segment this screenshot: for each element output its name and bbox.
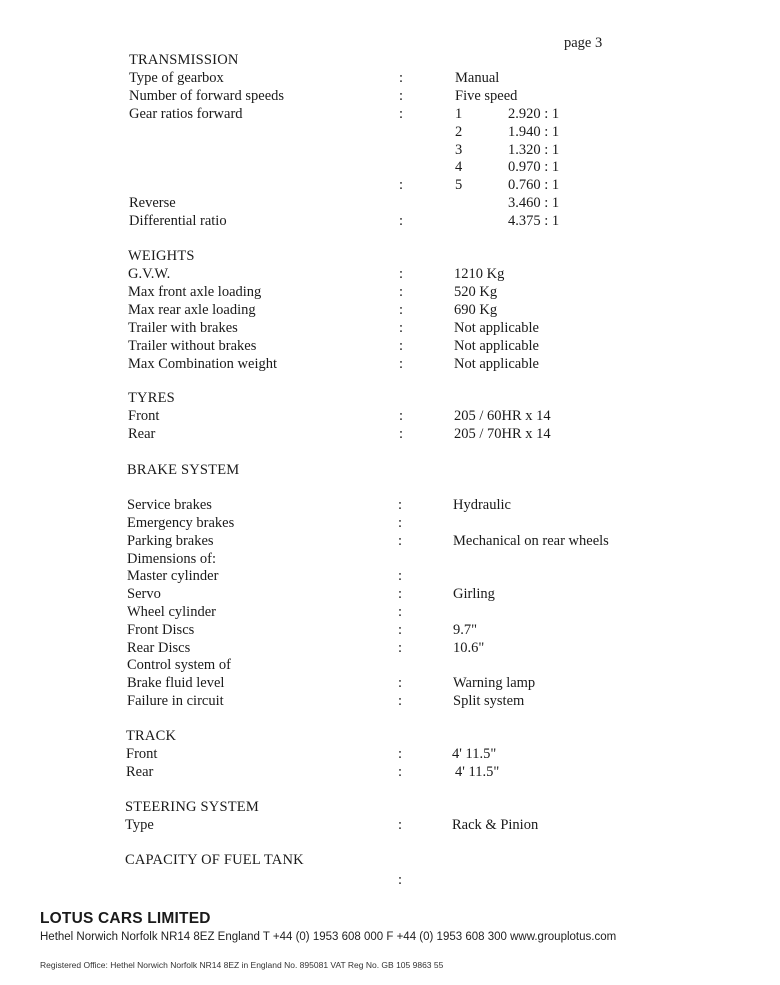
spec-colon: : xyxy=(399,426,404,442)
spec-colon: : xyxy=(398,764,403,780)
spec-label: Rear xyxy=(126,764,154,780)
spec-label: Front xyxy=(128,408,160,424)
spec-label: Reverse xyxy=(129,195,176,211)
spec-label: Parking brakes xyxy=(127,533,214,549)
spec-value: 690 Kg xyxy=(454,302,498,318)
spec-label: G.V.W. xyxy=(128,266,171,282)
spec-value: Girling xyxy=(453,586,495,602)
spec-label: Trailer without brakes xyxy=(128,338,257,354)
spec-label: Max rear axle loading xyxy=(128,302,256,318)
spec-colon: : xyxy=(398,515,403,531)
spec-label: Front Discs xyxy=(127,622,195,638)
spec-label: Number of forward speeds xyxy=(129,88,285,104)
spec-colon: : xyxy=(398,817,403,833)
spec-value: 4' 11.5" xyxy=(455,764,500,780)
spec-colon: : xyxy=(398,497,403,513)
company-address: Hethel Norwich Norfolk NR14 8EZ England T +44 (0) 1953 608 000 F +44 (0) 1953 608 300 www.grouplotus.com xyxy=(40,931,617,943)
spec-label: Max Combination weight xyxy=(128,356,278,372)
gear-ratio: 1.940 : 1 xyxy=(508,124,560,140)
spec-value: 10.6" xyxy=(453,640,485,656)
spec-value: Split system xyxy=(453,693,525,709)
section-heading: STEERING SYSTEM xyxy=(125,799,259,815)
section-heading: WEIGHTS xyxy=(128,248,195,264)
section-heading: TYRES xyxy=(128,390,175,406)
spec-colon: : xyxy=(399,70,404,86)
spec-value: 9.7" xyxy=(453,622,478,638)
spec-colon: : xyxy=(399,88,404,104)
spec-label: Type of gearbox xyxy=(129,70,224,86)
spec-label: Dimensions of: xyxy=(127,551,217,567)
spec-colon: : xyxy=(398,533,403,549)
spec-colon: : xyxy=(399,338,404,354)
section-heading: BRAKE SYSTEM xyxy=(127,462,240,478)
spec-colon: : xyxy=(399,106,404,122)
spec-colon: : xyxy=(399,266,404,282)
gear-number: 5 xyxy=(455,177,463,193)
gear-number: 3 xyxy=(455,142,463,158)
spec-colon: : xyxy=(398,675,403,691)
spec-colon: : xyxy=(398,622,403,638)
spec-label: Brake fluid level xyxy=(127,675,225,691)
section-heading: TRACK xyxy=(126,728,177,744)
spec-colon: : xyxy=(399,356,404,372)
spec-label: Emergency brakes xyxy=(127,515,235,531)
section-heading: CAPACITY OF FUEL TANK xyxy=(125,852,304,868)
spec-colon: : xyxy=(399,213,404,229)
section-heading: TRANSMISSION xyxy=(129,52,239,68)
spec-label: Wheel cylinder xyxy=(127,604,216,620)
gear-number: 2 xyxy=(455,124,463,140)
spec-value: Hydraulic xyxy=(453,497,511,513)
spec-value: 4' 11.5" xyxy=(452,746,497,762)
spec-colon: : xyxy=(398,586,403,602)
spec-colon: : xyxy=(398,604,403,620)
spec-colon: : xyxy=(399,302,404,318)
spec-colon: : xyxy=(399,408,404,424)
spec-label: Servo xyxy=(127,586,161,602)
gear-ratio: 1.320 : 1 xyxy=(508,142,560,158)
page-number: page 3 xyxy=(564,35,603,51)
spec-colon: : xyxy=(398,872,403,888)
spec-value: Mechanical on rear wheels xyxy=(453,533,609,549)
spec-colon: : xyxy=(399,320,404,336)
spec-label: Rear Discs xyxy=(127,640,191,656)
gear-number: 4 xyxy=(455,159,463,175)
spec-colon: : xyxy=(398,693,403,709)
gear-ratio: 0.760 : 1 xyxy=(508,177,560,193)
spec-value: Rack & Pinion xyxy=(452,817,539,833)
spec-value: 3.460 : 1 xyxy=(508,195,560,211)
registered-office: Registered Office: Hethel Norwich Norfolk NR14 8EZ in England No. 895081 VAT Reg No. GB 105 9863 55 xyxy=(40,960,444,970)
spec-label: Front xyxy=(126,746,158,762)
spec-value: 205 / 60HR x 14 xyxy=(454,408,551,424)
spec-value: Not applicable xyxy=(454,356,539,372)
spec-value: Manual xyxy=(455,70,500,86)
spec-colon: : xyxy=(398,568,403,584)
spec-label: Max front axle loading xyxy=(128,284,262,300)
spec-value: 4.375 : 1 xyxy=(508,213,560,229)
spec-value: Five speed xyxy=(455,88,518,104)
spec-label: Type xyxy=(125,817,154,833)
spec-label: Differential ratio xyxy=(129,213,227,229)
spec-label: Trailer with brakes xyxy=(128,320,238,336)
spec-label: Control system of xyxy=(127,657,231,673)
spec-label: Gear ratios forward xyxy=(129,106,243,122)
spec-value: 520 Kg xyxy=(454,284,498,300)
spec-colon: : xyxy=(398,640,403,656)
spec-value: 1210 Kg xyxy=(454,266,505,282)
spec-colon: : xyxy=(398,746,403,762)
spec-value: 205 / 70HR x 14 xyxy=(454,426,551,442)
spec-colon: : xyxy=(399,177,404,193)
company-name: LOTUS CARS LIMITED xyxy=(40,910,211,927)
spec-label: Service brakes xyxy=(127,497,212,513)
spec-value: Not applicable xyxy=(454,338,539,354)
spec-label: Rear xyxy=(128,426,156,442)
spec-colon: : xyxy=(399,284,404,300)
spec-label: Failure in circuit xyxy=(127,693,224,709)
gear-ratio: 2.920 : 1 xyxy=(508,106,560,122)
spec-label: Master cylinder xyxy=(127,568,219,584)
gear-number: 1 xyxy=(455,106,463,122)
spec-value: Not applicable xyxy=(454,320,539,336)
spec-value: Warning lamp xyxy=(453,675,536,691)
gear-ratio: 0.970 : 1 xyxy=(508,159,560,175)
